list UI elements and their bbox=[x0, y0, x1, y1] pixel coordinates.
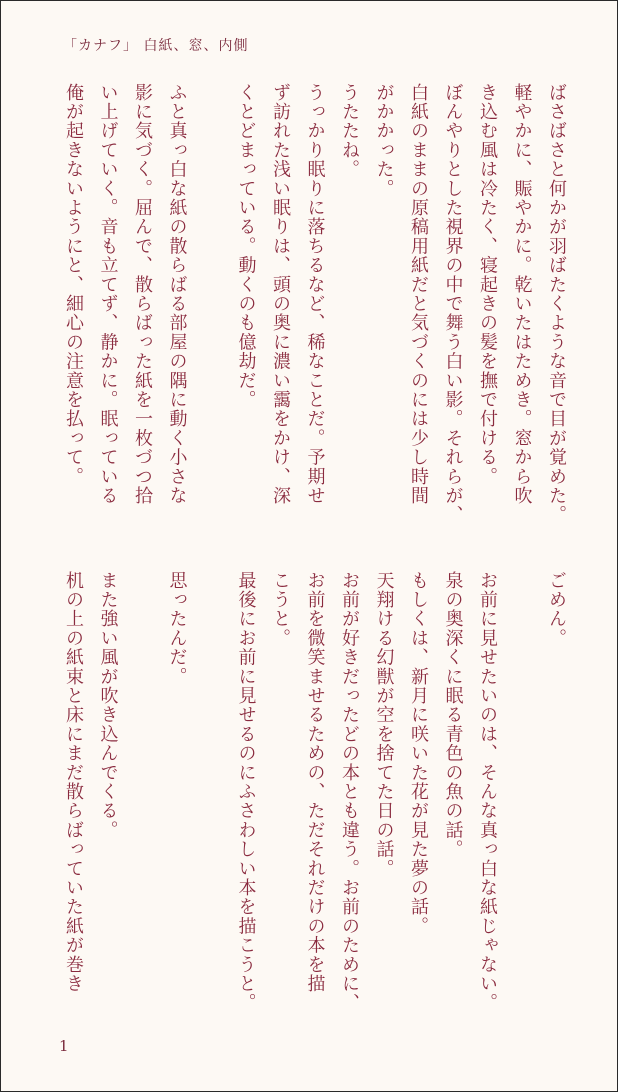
text-line: くとどまっている。動くのも億劫だ。 bbox=[235, 83, 257, 410]
blank-line bbox=[125, 571, 160, 1031]
text-line: 天翔ける幻獣が空を捨てた日の話。 bbox=[373, 571, 395, 879]
text-block-top bbox=[56, 83, 574, 543]
text-line: 影に気づく。屈んで、散らばった紙を一枚づつ拾 bbox=[132, 83, 153, 506]
text-line: また強い風が吹き込んでくる。 bbox=[97, 571, 119, 840]
text-line: お前を微笑ませるための、ただそれだけの本を描 bbox=[304, 571, 326, 994]
text-line: ばさばさと何かが羽ばたくような音で目が覚めた。 bbox=[546, 83, 567, 525]
blank-line bbox=[194, 571, 229, 1031]
text-line: き込む風は冷たく、寝起きの髪を撫で付ける。 bbox=[477, 83, 498, 487]
blank-line bbox=[194, 83, 229, 543]
text-line: ふと真っ白な紙の散らばる部屋の隅に動く小さな bbox=[166, 83, 188, 506]
text-line: 軽やかに、賑やかに。乾いたはためき。窓から吹 bbox=[511, 83, 533, 506]
text-line: お前が好きだったどの本とも違う。お前のために、 bbox=[339, 571, 360, 1013]
text-line: 最後にお前に見せるのにふさわしい本を描こうと。 bbox=[235, 571, 257, 1013]
text-line: がかかった。 bbox=[373, 83, 395, 199]
text-line: 思ったんだ。 bbox=[166, 571, 188, 687]
text-line: ごめん。 bbox=[546, 571, 567, 648]
text-line: 俺が起きないようにと、細心の注意を払って。 bbox=[63, 83, 84, 487]
text-line: ず訪れた浅い眠りは、頭の奥に濃い靄をかけ、深 bbox=[270, 83, 291, 506]
text-line: い上げていく。音も立てず、静かに。眠っている bbox=[97, 83, 119, 506]
text-line: 泉の奥深くに眠る青色の魚の話。 bbox=[442, 571, 464, 859]
text-line: 机の上の紙束と床にまだ散らばっていた紙が巻き bbox=[63, 571, 84, 994]
text-line: うっかり眠りに落ちるなど、稀なことだ。予期せ bbox=[304, 83, 326, 506]
text-block-bottom bbox=[56, 571, 574, 1031]
text-line: ぼんやりとした視界の中で舞う白い影。それらが、 bbox=[442, 83, 464, 525]
blank-line bbox=[504, 571, 539, 1031]
page-number: 1 bbox=[59, 1037, 69, 1055]
text-line: うたたね。 bbox=[339, 83, 360, 179]
page-header: 「カナフ」 白紙、窓、内側 bbox=[63, 38, 249, 54]
text-line: こうと。 bbox=[270, 571, 291, 648]
text-line: 白紙のままの原稿用紙だと気づくのには少し時間 bbox=[408, 83, 429, 506]
text-line: もしくは、新月に咲いた花が見た夢の話。 bbox=[408, 571, 429, 936]
text-line: お前に見せたいのは、そんな真っ白な紙じゃない。 bbox=[477, 571, 498, 1013]
